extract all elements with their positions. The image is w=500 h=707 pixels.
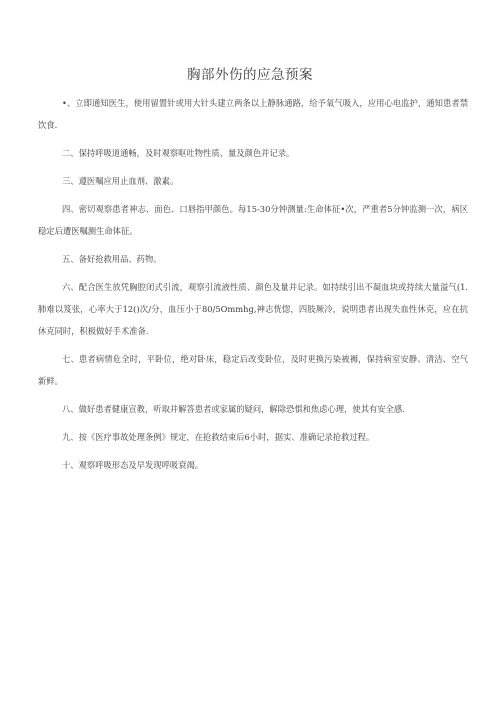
paragraph-1: •、立即通知医生，使用留置针或用大针头建立两条以上静脉通路，给予氧气吸入，应用心电监护，通知患者禁饮食.: [38, 98, 468, 130]
paragraph-5: 五、备好抢救用品、药物。: [62, 254, 162, 264]
paragraph-3: 三、遵医嘱应用止血剂、激素。: [62, 176, 179, 186]
paragraph-6: 六、配合医生放凭胸腔闭式引流，观察引流液性质、颜色及量并记录。如持续引出不凝血块或持续大量溢气(1.肺难以笈张，心率大于12()次/分，血压小于80/5Ommhg,神志恍惚，四肢厥冷，说明患者出现失血性休克，应在抗休克同时，积极做好手术准备.: [38, 282, 468, 336]
page-title: 胸部外伤的应急预案: [187, 67, 313, 83]
paragraph-7: 七、患者病情危全时，平卧位，绝对卧床，稳定后改变卧位，及时更换污染被褥，保持病室安静、清洁、空气新鲜。: [38, 354, 468, 386]
paragraph-9: 九、按《医疗事故处理条例》规定，在抢救结束后6小时，据实、准确记录抢救过程。: [62, 432, 375, 442]
paragraph-2: 二、保持呼吸道通畅，及时观察呕吐物性质、量及颜色并记录。: [62, 148, 295, 158]
document-body: [38, 92, 468, 482]
paragraph-10: 十、观察呼吸形态及早发现呼吸衰竭。: [62, 460, 204, 470]
paragraph-4: 四、密切观察患者神志、面色、口唇指甲颜色。每15-30分钟测量:生命体征•次，严重者5分钟监测一次，病区稳定后遭医嘱测生命体征。: [38, 204, 468, 236]
paragraph-8: 八、做好患者健康宣教，听取并解答患者或家属的疑问，解除恐惧和焦虑心理，使其有安全感.: [62, 404, 405, 414]
